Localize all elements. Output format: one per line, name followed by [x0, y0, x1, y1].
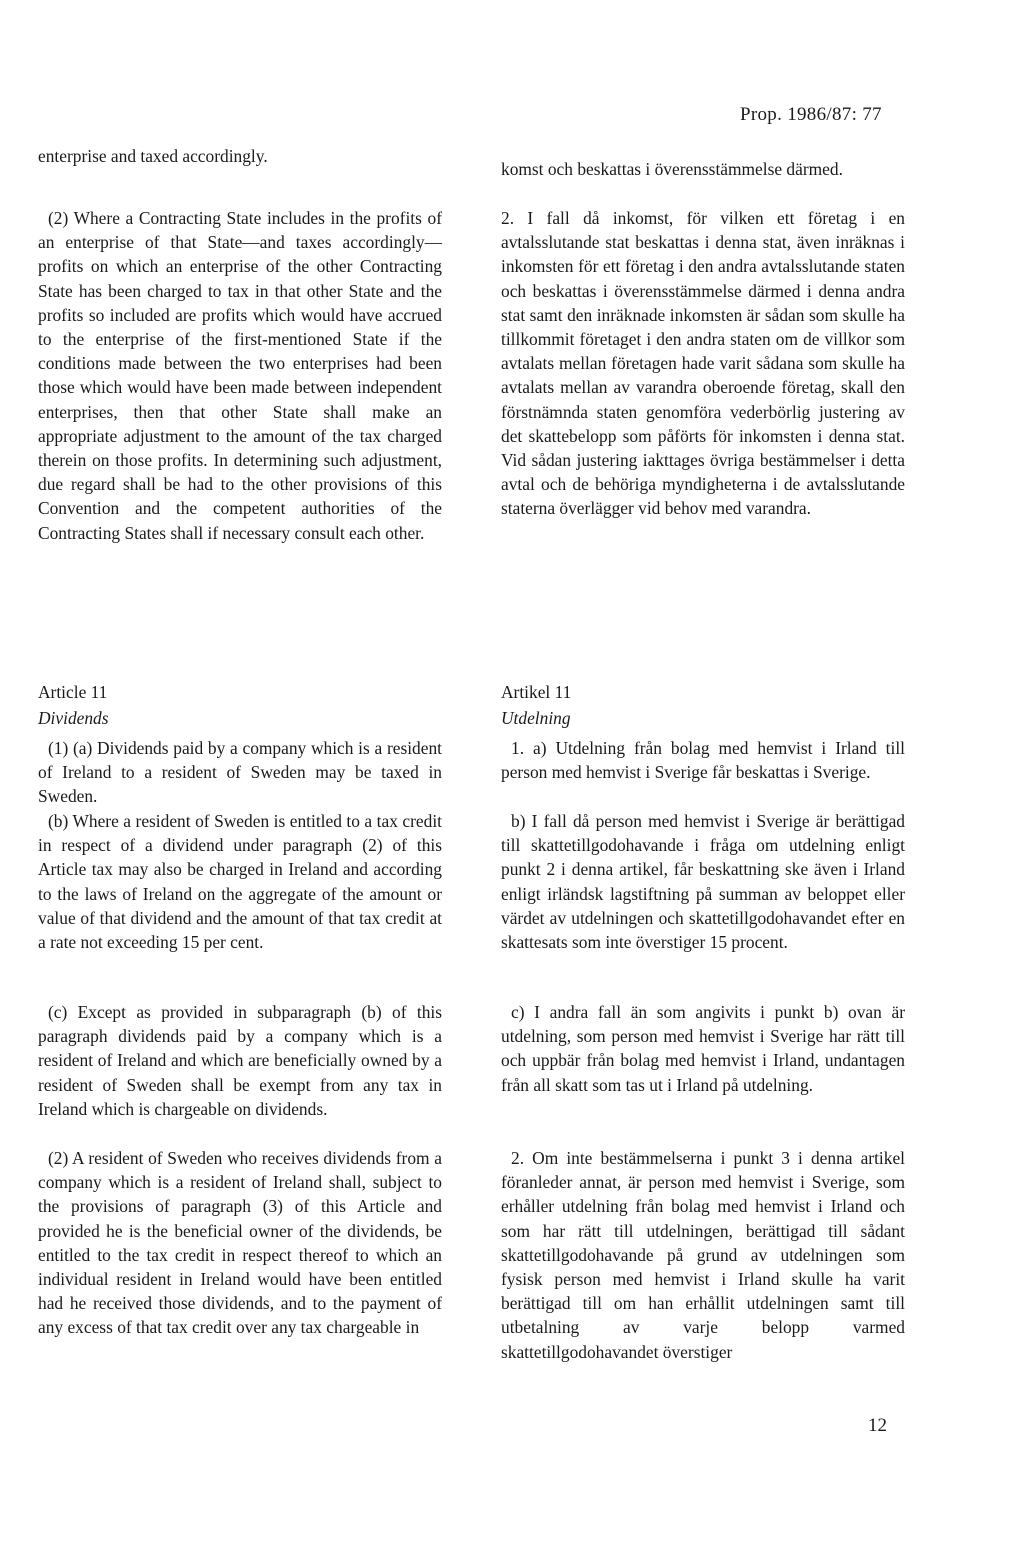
swedish-article-number: Artikel 11 [501, 682, 572, 702]
swedish-paragraph-1c [501, 1000, 905, 1097]
english-paragraph-1b [38, 809, 442, 954]
swedish-paragraph-text: c) I andra fall än som angivits i punkt b) ovan är utdelning, som person med hemvist i Sverige har rätt till och uppbär från bolag med hemvist i Irland, undantagen från all skatt som tas ut i Irland på utdelning. [501, 1002, 905, 1095]
english-paragraph-text: (2) Where a Contracting State includes in the profits of an enterprise of that State—and taxes accordingly—profits on which an enterprise of the other Contracting State has been charged to tax in that other State and the profits so included are profits which would have accrued to the enterprise of the first-mentioned State if the conditions made between the two enterprises had been those which would have been made between independent enterprises, then that other State shall make an appropriate adjustment to the amount of the tax charged therein on those profits. In determining such adjustment, due regard shall be had to the other provisions of this Convention and the competent authorities of the Contracting States shall if necessary consult each other. [38, 208, 442, 543]
english-paragraph-1a [38, 736, 442, 809]
swedish-paragraph-1b [501, 809, 905, 954]
swedish-paragraph-2 [501, 1146, 905, 1364]
english-continuation-line [38, 144, 442, 168]
english-paragraph-text: (b) Where a resident of Sweden is entitled to a tax credit in respect of a dividend under paragraph (2) of this Article tax may also be charged in Ireland and according to the laws of Ireland on the aggregate of the amount or value of that dividend and the amount of that tax credit at a rate not exceeding 15 per cent. [38, 811, 442, 953]
english-article-11-heading [38, 680, 442, 730]
swedish-paragraph-text: 2. Om inte bestämmelserna i punkt 3 i denna artikel föranleder annat, är person med hemvist i Sverige, som erhåller utdelning från bolag med hemvist i Irland och som har rätt till utdelningen, berättigad till sådant skattetillgodohavande på grund av utdelningen som fysisk person med hemvist i Irland skulle ha varit berättigad till om han erhållit utdelningen samt till utbetalning av varje belopp varmed skattetillgodohavandet överstiger [501, 1148, 905, 1362]
english-article-title: Dividends [38, 708, 109, 729]
english-paragraph-2 [38, 1146, 442, 1340]
swedish-paragraph-text: 1. a) Utdelning från bolag med hemvist i Irland till person med hemvist i Sverige får beskattas i Sverige. [501, 738, 905, 783]
swedish-continuation-line [501, 157, 905, 181]
english-article-10-paragraph-2 [38, 206, 442, 545]
english-continuation-text: enterprise and taxed accordingly. [38, 146, 268, 166]
page-number: 12 [868, 1415, 887, 1436]
english-paragraph-text: (2) A resident of Sweden who receives dividends from a company which is a resident of Ireland shall, subject to the provisions of paragraph (3) of this Article and provided he is the beneficial owner of the dividends, be entitled to the tax credit in respect thereof to which an individual resident in Ireland would have been entitled had he received those dividends, and to the payment of any excess of that tax credit over any tax chargeable in [38, 1148, 442, 1338]
swedish-paragraph-text: 2. I fall då inkomst, för vilken ett företag i en avtalsslutande stat beskattas i denna stat, även inräknas i inkomsten för ett företag i den andra avtalsslutande staten och beskattas i överensstämmelse därmed i denna andra stat samt den inräknade inkomsten är sådan som skulle ha tillkommit företaget i den andra staten om de villkor som avtalats mellan företagen hade varit sådana som skulle ha avtalats mellan av varandra oberoende företag, skall den förstnämnda staten genomföra vederbörlig justering av det skattebelopp som påförts för inkomsten i denna stat. Vid sådan justering iakttages övriga bestämmelser i detta avtal och de behöriga myndigheterna i de avtalsslutande staterna överlägger vid behov med varandra. [501, 208, 905, 519]
english-paragraph-text: (c) Except as provided in subparagraph (b) of this paragraph dividends paid by a company which is a resident of Ireland and which are beneficially owned by a resident of Sweden shall be exempt from any tax in Ireland which is chargeable on dividends. [38, 1002, 442, 1119]
swedish-paragraph-1a [501, 736, 905, 784]
swedish-paragraph-text: b) I fall då person med hemvist i Sverige är berättigad till skattetillgodohavande i fråga om utdelning enligt punkt 2 i denna artikel, får beskattning ske även i Irland enligt irländsk lagstiftning på summan av beloppet eller värdet av utdelningen och skattetillgodohavandet efter en skattesats som inte överstiger 15 procent. [501, 811, 905, 953]
english-paragraph-1c [38, 1000, 442, 1121]
swedish-article-title: Utdelning [501, 708, 571, 729]
swedish-article-10-paragraph-2 [501, 206, 905, 521]
english-paragraph-text: (1) (a) Dividends paid by a company which is a resident of Ireland to a resident of Sweden may be taxed in Sweden. [38, 738, 442, 807]
swedish-article-11-heading [501, 680, 905, 730]
swedish-continuation-text: komst och beskattas i överensstämmelse därmed. [501, 159, 843, 179]
english-article-number: Article 11 [38, 682, 108, 702]
proposition-reference: Prop. 1986/87: 77 [740, 104, 882, 125]
